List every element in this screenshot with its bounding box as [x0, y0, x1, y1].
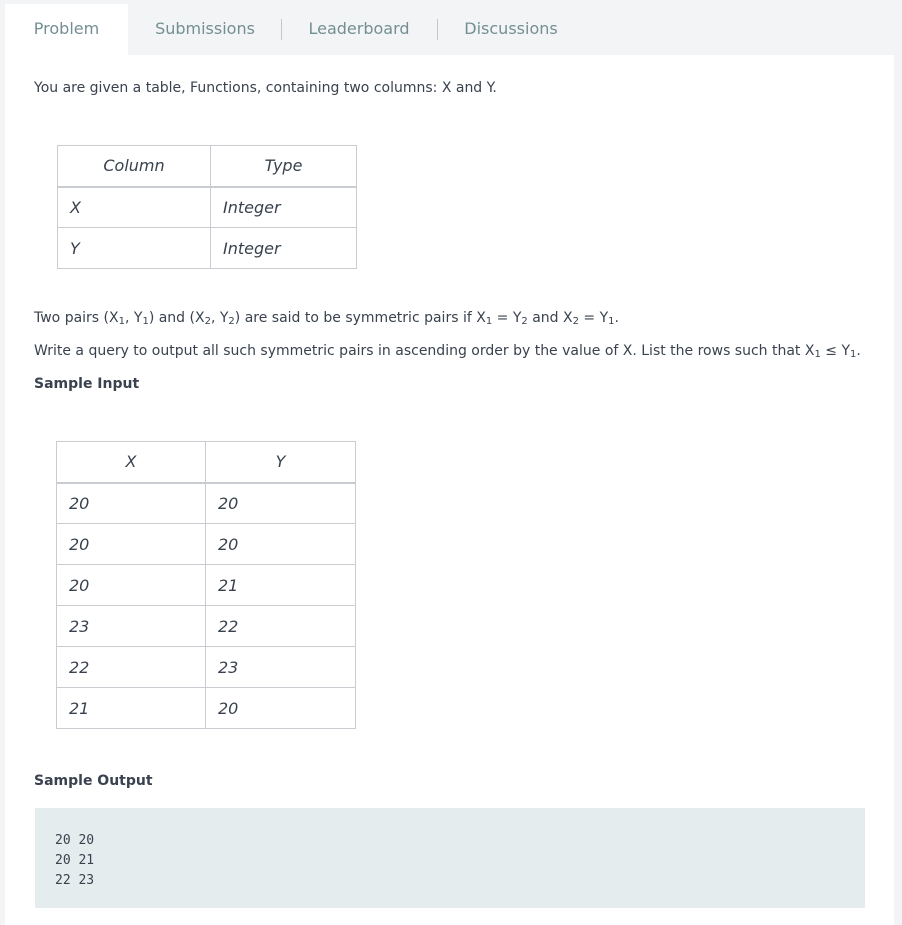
code-line: 22 23 — [55, 873, 95, 888]
table-row — [57, 565, 356, 606]
table-header-cell: Y — [206, 442, 356, 483]
table-cell: 21 — [206, 565, 356, 606]
tab-discussions[interactable]: Discussions — [464, 19, 558, 38]
problem-panel — [5, 55, 894, 925]
problem-intro: You are given a table, Functions, containing two columns: X and Y. — [34, 80, 497, 96]
table-header-cell: Column — [58, 146, 211, 187]
table-row — [57, 483, 356, 524]
tab-submissions[interactable]: Submissions — [155, 19, 255, 38]
query-instructions: Write a query to output all such symmetric pairs in ascending order by the value of X. List the rows such that $X_1 \le Y_1$. — [34, 343, 861, 360]
table-row — [57, 647, 356, 688]
sample-output-code — [35, 808, 865, 908]
table-cell: 21 — [57, 688, 206, 729]
tab-divider — [437, 19, 438, 40]
table-cell: Integer — [211, 187, 357, 228]
table-cell: Integer — [211, 228, 357, 269]
table-cell: 23 — [57, 606, 206, 647]
code-line: 20 21 — [55, 853, 95, 868]
table-header-cell: Type — [211, 146, 357, 187]
symmetric-definition: Two pairs ($X_1$, $Y_1$) and ($X_2$, $Y_2$) are said to be symmetric pairs if $X_1 = Y_2$ and $X_2 = Y_1$. — [34, 310, 619, 327]
table-cell: 22 — [57, 647, 206, 688]
table-cell: X — [58, 187, 211, 228]
table-row — [58, 228, 357, 269]
table-cell: 20 — [206, 688, 356, 729]
table-cell: 20 — [57, 565, 206, 606]
tab-problem[interactable]: Problem — [5, 4, 128, 55]
schema-table — [57, 145, 357, 269]
table-cell: 20 — [206, 483, 356, 524]
tab-divider — [281, 19, 282, 40]
table-cell: 20 — [206, 524, 356, 565]
table-header-row — [57, 442, 356, 483]
code-line: 20 20 — [55, 833, 95, 848]
table-cell: 22 — [206, 606, 356, 647]
table-cell: 20 — [57, 524, 206, 565]
sample-output-heading: Sample Output — [34, 773, 153, 789]
tab-leaderboard[interactable]: Leaderboard — [308, 19, 410, 38]
table-header-cell: X — [57, 442, 206, 483]
table-cell: 23 — [206, 647, 356, 688]
table-row — [57, 688, 356, 729]
sample-input-table — [56, 441, 356, 729]
table-cell: 20 — [57, 483, 206, 524]
table-row — [57, 606, 356, 647]
tab-bar — [0, 0, 902, 55]
sample-input-heading: Sample Input — [34, 376, 140, 392]
table-row — [58, 187, 357, 228]
code-block — [55, 831, 94, 891]
table-cell: Y — [58, 228, 211, 269]
table-header-row — [58, 146, 357, 187]
table-row — [57, 524, 356, 565]
